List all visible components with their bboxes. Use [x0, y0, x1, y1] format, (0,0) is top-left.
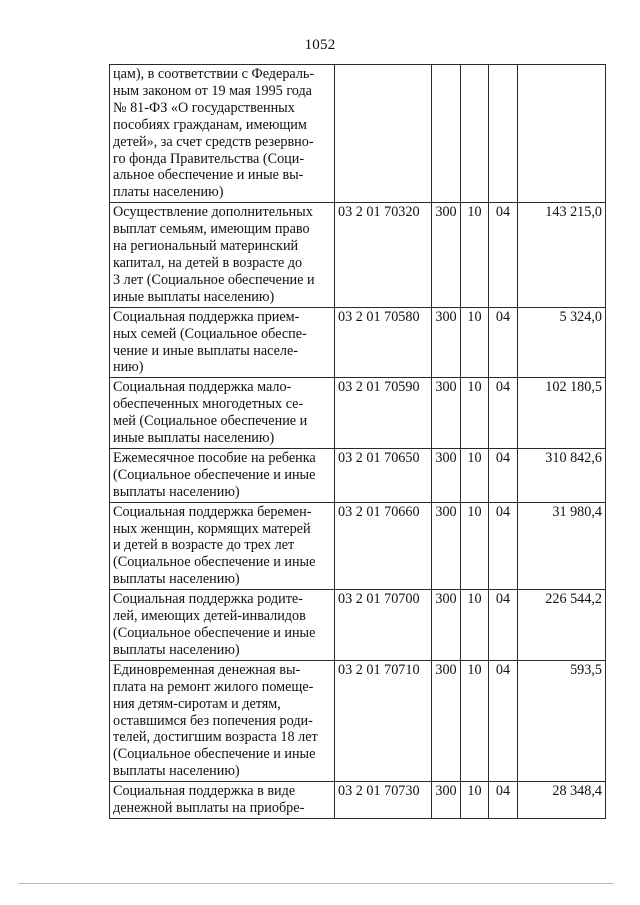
cell-target-code: 03 2 01 70710: [335, 660, 432, 781]
cell-section: 10: [461, 307, 489, 378]
cell-section: 10: [461, 660, 489, 781]
table-row: [110, 782, 606, 819]
name-line: го фонда Правительства (Соци-: [113, 150, 305, 167]
name-line: выплат семьям, имеющим право: [113, 221, 310, 238]
name-line: Социальная поддержка беремен-: [113, 503, 312, 520]
cell-subsection: 04: [489, 590, 518, 661]
cell-expense-type: [432, 65, 461, 203]
name-line: платы населению): [113, 184, 224, 201]
cell-name: [110, 502, 335, 590]
cell-subsection: 04: [489, 502, 518, 590]
cell-section: 10: [461, 590, 489, 661]
cell-section: 10: [461, 448, 489, 502]
cell-target-code: 03 2 01 70730: [335, 782, 432, 819]
name-line: Социальная поддержка мало-: [113, 379, 292, 396]
cell-amount: 28 348,4: [518, 782, 606, 819]
cell-name: [110, 203, 335, 307]
cell-subsection: 04: [489, 782, 518, 819]
name-line: телей, достигшим возраста 18 лет: [113, 729, 318, 746]
cell-target-code: 03 2 01 70580: [335, 307, 432, 378]
cell-name: [110, 590, 335, 661]
cell-subsection: 04: [489, 378, 518, 449]
cell-section: 10: [461, 378, 489, 449]
name-line: иные выплаты населению): [113, 430, 275, 447]
name-line: чение и иные выплаты населе-: [113, 342, 299, 359]
table-row: [110, 65, 606, 203]
cell-expense-type: 300: [432, 660, 461, 781]
cell-target-code: 03 2 01 70660: [335, 502, 432, 590]
budget-table-body: [110, 65, 606, 819]
name-line: обеспеченных многодетных се-: [113, 396, 304, 413]
name-line: лей, имеющих детей-инвалидов: [113, 608, 306, 625]
cell-expense-type: 300: [432, 378, 461, 449]
cell-amount: 143 215,0: [518, 203, 606, 307]
name-line: Социальная поддержка в виде: [113, 783, 296, 800]
name-line: цам), в соответствии с Федераль-: [113, 66, 315, 82]
name-line: ным законом от 19 мая 1995 года: [113, 82, 312, 99]
name-line: мей (Социальное обеспечение и: [113, 413, 308, 430]
name-line: Социальная поддержка прием-: [113, 308, 300, 325]
cell-subsection: 04: [489, 203, 518, 307]
cell-section: 10: [461, 203, 489, 307]
cell-subsection: [489, 65, 518, 203]
table-row: [110, 590, 606, 661]
cell-target-code: [335, 65, 432, 203]
footer-divider: [18, 883, 614, 884]
cell-section: [461, 65, 489, 203]
name-line: и детей в возрасте до трех лет: [113, 537, 295, 554]
name-line: № 81-ФЗ «О государственных: [113, 99, 295, 116]
name-line: иные выплаты населению): [113, 288, 275, 305]
cell-amount: 5 324,0: [518, 307, 606, 378]
cell-expense-type: 300: [432, 307, 461, 378]
cell-amount: 593,5: [518, 660, 606, 781]
cell-amount: 102 180,5: [518, 378, 606, 449]
cell-section: 10: [461, 782, 489, 819]
cell-name: [110, 448, 335, 502]
table-row: [110, 307, 606, 378]
name-line: (Социальное обеспечение и иные: [113, 554, 316, 571]
cell-name: [110, 307, 335, 378]
page-number: 1052: [304, 37, 336, 53]
name-line: (Социальное обеспечение и иные: [113, 466, 316, 483]
name-line: Единовременная денежная вы-: [113, 661, 301, 678]
name-line: детей», за счет средств резервно-: [113, 133, 314, 150]
name-line: выплаты населению): [113, 763, 240, 780]
cell-expense-type: 300: [432, 502, 461, 590]
name-line: 3 лет (Социальное обеспечение и: [113, 271, 315, 288]
cell-section: 10: [461, 502, 489, 590]
cell-subsection: 04: [489, 660, 518, 781]
name-line: пособиях гражданам, имеющим: [113, 116, 307, 133]
name-line: ния детям-сиротам и детям,: [113, 695, 281, 712]
name-line: (Социальное обеспечение и иные: [113, 746, 316, 763]
table-row: [110, 502, 606, 590]
budget-table: [109, 64, 606, 819]
name-line: Осуществление дополнительных: [113, 204, 313, 221]
cell-name: [110, 660, 335, 781]
name-line: ных семей (Социальное обеспе-: [113, 325, 307, 342]
name-line: нию): [113, 359, 144, 376]
name-line: (Социальное обеспечение и иные: [113, 625, 316, 641]
table-row: [110, 378, 606, 449]
cell-expense-type: 300: [432, 590, 461, 661]
name-line: ных женщин, кормящих матерей: [113, 520, 311, 537]
cell-name: [110, 378, 335, 449]
cell-amount: 31 980,4: [518, 502, 606, 590]
name-line: Ежемесячное пособие на ребенка: [113, 449, 316, 466]
table-row: [110, 203, 606, 307]
cell-subsection: 04: [489, 448, 518, 502]
name-line: Социальная поддержка родите-: [113, 591, 303, 608]
cell-amount: 226 544,2: [518, 590, 606, 661]
name-line: альное обеспечение и иные вы-: [113, 167, 304, 184]
name-line: выплаты населению): [113, 483, 240, 500]
cell-target-code: 03 2 01 70320: [335, 203, 432, 307]
cell-subsection: 04: [489, 307, 518, 378]
name-line: денежной выплаты на приобре-: [113, 800, 305, 817]
cell-name: [110, 782, 335, 819]
cell-target-code: 03 2 01 70590: [335, 378, 432, 449]
name-line: плата на ремонт жилого помеще-: [113, 678, 314, 695]
name-line: капитал, на детей в возрасте до: [113, 254, 303, 271]
cell-name: [110, 65, 335, 203]
name-line: выплаты населению): [113, 641, 240, 658]
cell-amount: [518, 65, 606, 203]
name-line: выплаты населению): [113, 571, 240, 588]
name-line: на региональный материнский: [113, 238, 299, 255]
cell-target-code: 03 2 01 70650: [335, 448, 432, 502]
cell-expense-type: 300: [432, 203, 461, 307]
name-line: оставшимся без попечения роди-: [113, 712, 313, 729]
cell-target-code: 03 2 01 70700: [335, 590, 432, 661]
table-row: [110, 660, 606, 781]
table-row: [110, 448, 606, 502]
cell-amount: 310 842,6: [518, 448, 606, 502]
cell-expense-type: 300: [432, 782, 461, 819]
cell-expense-type: 300: [432, 448, 461, 502]
